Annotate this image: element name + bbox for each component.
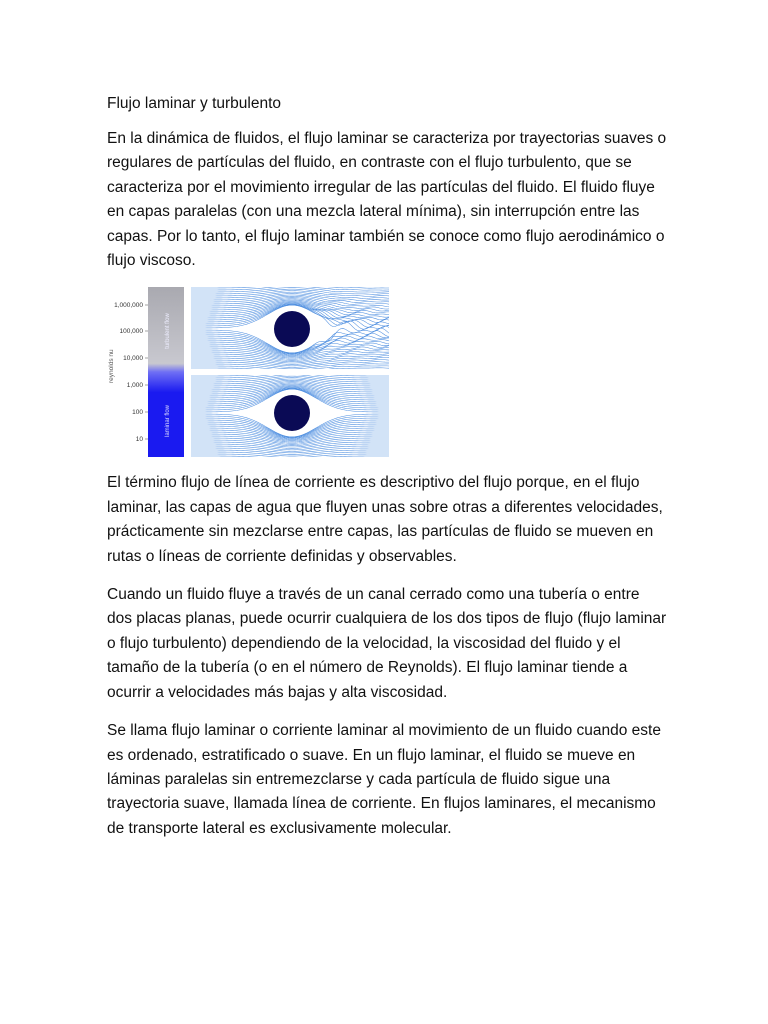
turbulent-bar-label: turbulent flow bbox=[165, 313, 171, 350]
flow-figure bbox=[107, 287, 389, 457]
cylinder-turbulent bbox=[274, 311, 310, 347]
axis-label: reynolds nu bbox=[108, 349, 115, 384]
laminar-bar-label: laminar flow bbox=[165, 405, 171, 438]
paragraph-2: El término flujo de línea de corriente es descriptivo del flujo porque, en el flujo laminar, las capas de agua que fluyen unas sobre otras a diferentes velocidades, prácticamente sin mezclarse entre capas, las partículas de fluido se mueven en rutas o líneas de corriente definidas y observables. bbox=[107, 474, 663, 565]
tick-label: 10,000 bbox=[123, 355, 143, 363]
tick-label: 100 bbox=[132, 409, 143, 417]
document-title: Flujo laminar y turbulento bbox=[107, 95, 282, 112]
tick-label: 1,000,000 bbox=[114, 302, 143, 310]
tick-label: 1,000 bbox=[126, 382, 143, 390]
cylinder-laminar bbox=[274, 395, 310, 431]
paragraph-4: Se llama flujo laminar o corriente laminar al movimiento de un fluido cuando este es ordenado, estratificado o suave. En un flujo laminar, el fluido se mueve en láminas paralelas sin entremezclarse y cada partícula de fluido sigue una trayectoria suave, llamada línea de corriente. En flujos laminares, el mecanismo de transporte lateral es exclusivamente molecular. bbox=[107, 722, 661, 837]
tick-label: 100,000 bbox=[119, 328, 143, 336]
paragraph-1: En la dinámica de fluidos, el flujo laminar se caracteriza por trayectorias suaves o regulares de partículas del fluido, en contraste con el flujo turbulento, que se caracteriza por el movimiento irregular de las partículas del fluido. El fluido fluye en capas paralelas (con una mezcla lateral mínima), sin interrupción entre las capas. Por lo tanto, el flujo laminar también se conoce como flujo aerodinámico o flujo viscoso. bbox=[107, 130, 667, 270]
document-page bbox=[107, 92, 667, 855]
paragraph-3: Cuando un fluido fluye a través de un canal cerrado como una tubería o entre dos placas planas, puede ocurrir cualquiera de los dos tipos de flujo (flujo laminar o flujo turbulento) dependiendo de la velocidad, la viscosidad del fluido y el tamaño de la tubería (o en el número de Reynolds). El flujo laminar tiende a ocurrir a velocidades más bajas y alta viscosidad. bbox=[107, 586, 667, 701]
turbulent-flow-panel bbox=[191, 287, 389, 372]
flow-illustration bbox=[107, 287, 389, 457]
tick-label: 10 bbox=[135, 436, 143, 444]
laminar-flow-panel bbox=[191, 372, 389, 457]
